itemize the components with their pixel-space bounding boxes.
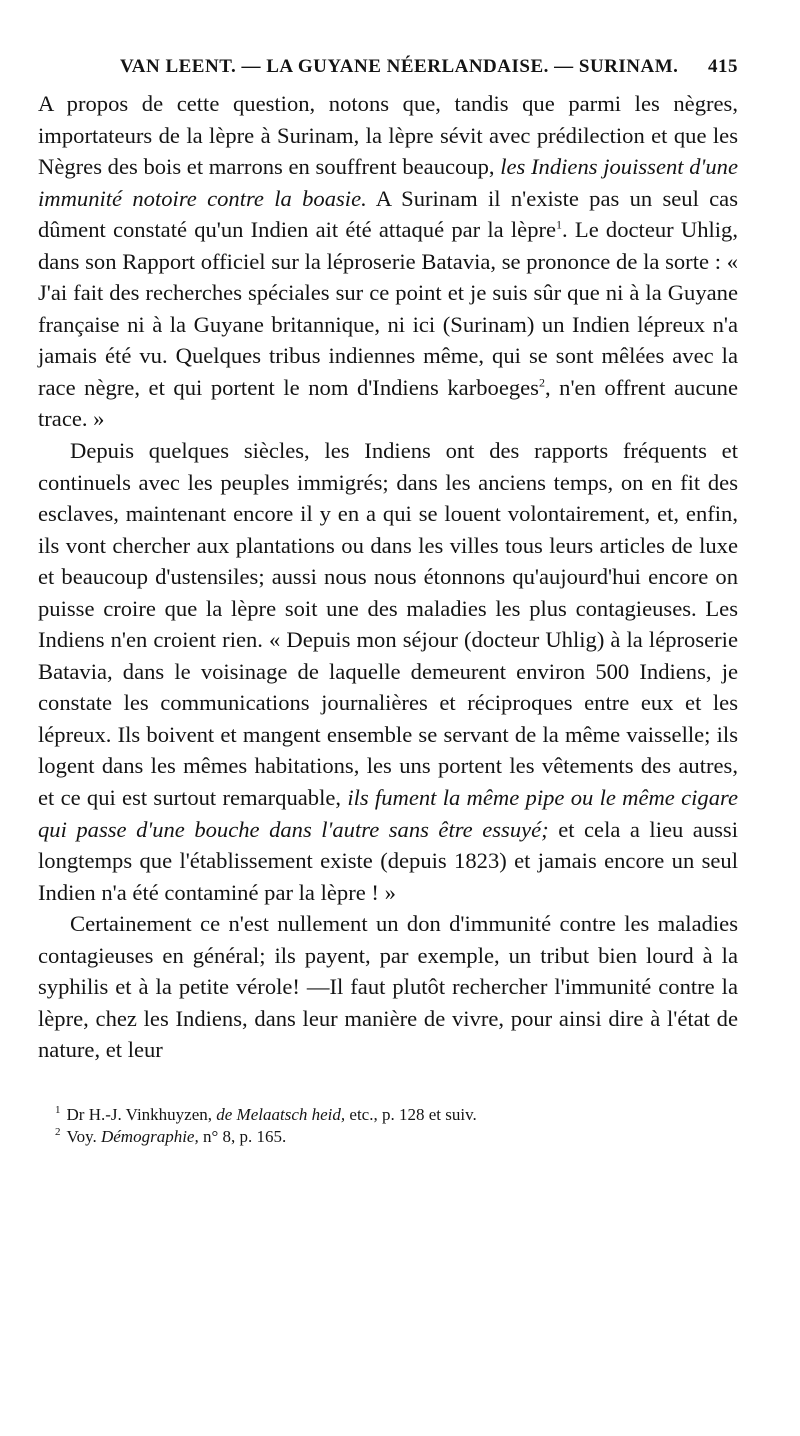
paragraph <box>38 908 738 1066</box>
text-run: Depuis quelques siècles, les Indiens ont des rapports fréquents et continuels avec les peuples immigrés; dans les anciens temps, on en fit des esclaves, maintenant encore il y en a qui se louent volontairement, et, enfin, ils vont chercher aux plantations ou dans les villes tous leurs articles de luxe et beaucoup d'ustensiles; aussi nous nous étonnons qu'aujourd'hui encore on puisse croire que la lèpre soit une des maladies les plus contagieuses. Les Indiens n'en croient rien. « Depuis mon séjour (docteur Uhlig) à la léproserie Batavia, dans le voisinage de laquelle demeurent environ 500 Indiens, je constate les communications journalières et réciproques entre eux et les lépreux. Ils boivent et mangent ensemble se servant de la même vaisselle; ils logent dans les mêmes habitations, les uns portent les vêtements des autres, et ce qui est surtout remarquable, <box>38 438 738 811</box>
text-run: Voy. <box>66 1126 101 1146</box>
running-head <box>38 56 738 88</box>
footnotes <box>38 1104 738 1148</box>
footnote <box>55 1104 738 1126</box>
italic-text: de Melaatsch heid, <box>216 1104 346 1124</box>
italic-text: ils fument la même pipe ou le même cigare qui passe d'une bouche dans l'autre sans être essuyé; <box>38 785 738 842</box>
footnote-mark: 1 <box>55 1104 61 1117</box>
paragraph <box>38 88 738 435</box>
text-run: A Surinam il n'existe pas un seul cas dûment constaté qu'un Indien ait été attaqué par la lèpre <box>38 185 738 243</box>
text-run: Certainement ce n'est nullement un don d'immunité contre les maladies contagieuses en général; ils payent, par exemple, un tribut bien lourd à la syphilis et à la petite vérole! —Il faut plutôt rechercher l'immunité contre la lèpre, chez les Indiens, dans leur manière de vivre, pour ainsi dire à l'état de nature, et leur <box>38 911 738 1063</box>
text-run: et cela a lieu aussi longtemps que l'établissement existe (depuis 1823) et jamais encore un seul Indien n'a été contaminé par la lèpre ! » <box>38 816 738 905</box>
running-head-title: VAN LEENT. — LA GUYANE NÉERLANDAISE. — SURINAM. <box>120 56 679 77</box>
footnote <box>55 1126 738 1148</box>
italic-text: les Indiens jouissent d'une immunité notoire contre la boasie. <box>38 154 738 211</box>
book-page <box>38 56 738 1148</box>
footnote-mark: 2 <box>55 1126 61 1139</box>
text-run: , n'en offrent aucune trace. » <box>38 374 739 432</box>
page-number: 415 <box>708 56 738 77</box>
body-text <box>38 88 738 1066</box>
footnote-ref: 2 <box>538 375 545 390</box>
text-run: etc., p. 128 et suiv. <box>345 1104 477 1124</box>
paragraph <box>38 435 738 908</box>
text-run: n° 8, p. 165. <box>198 1126 287 1146</box>
text-run: . Le docteur Uhlig, dans son Rapport officiel sur la léproserie Batavia, se prononce de la sorte : « J'ai fait des recherches spéciales sur ce point et je suis sûr que ni à la Guyane française ni à la Guyane britannique, ni ici (Surinam) un Indien lépreux n'a jamais été vu. Quelques tribus indiennes même, qui se sont mêlées avec la race nègre, et qui portent le nom d'Indiens karboeges <box>38 217 738 400</box>
text-run: A propos de cette question, notons que, tandis que parmi les nègres, importateurs de la lèpre à Surinam, la lèpre sévit avec prédilection et que les Nègres des bois et marrons en souffrent beaucoup, <box>38 91 738 180</box>
footnote-ref: 1 <box>556 217 563 232</box>
text-run: Dr H.-J. Vinkhuyzen, <box>66 1104 217 1124</box>
italic-text: Démographie, <box>100 1126 199 1146</box>
